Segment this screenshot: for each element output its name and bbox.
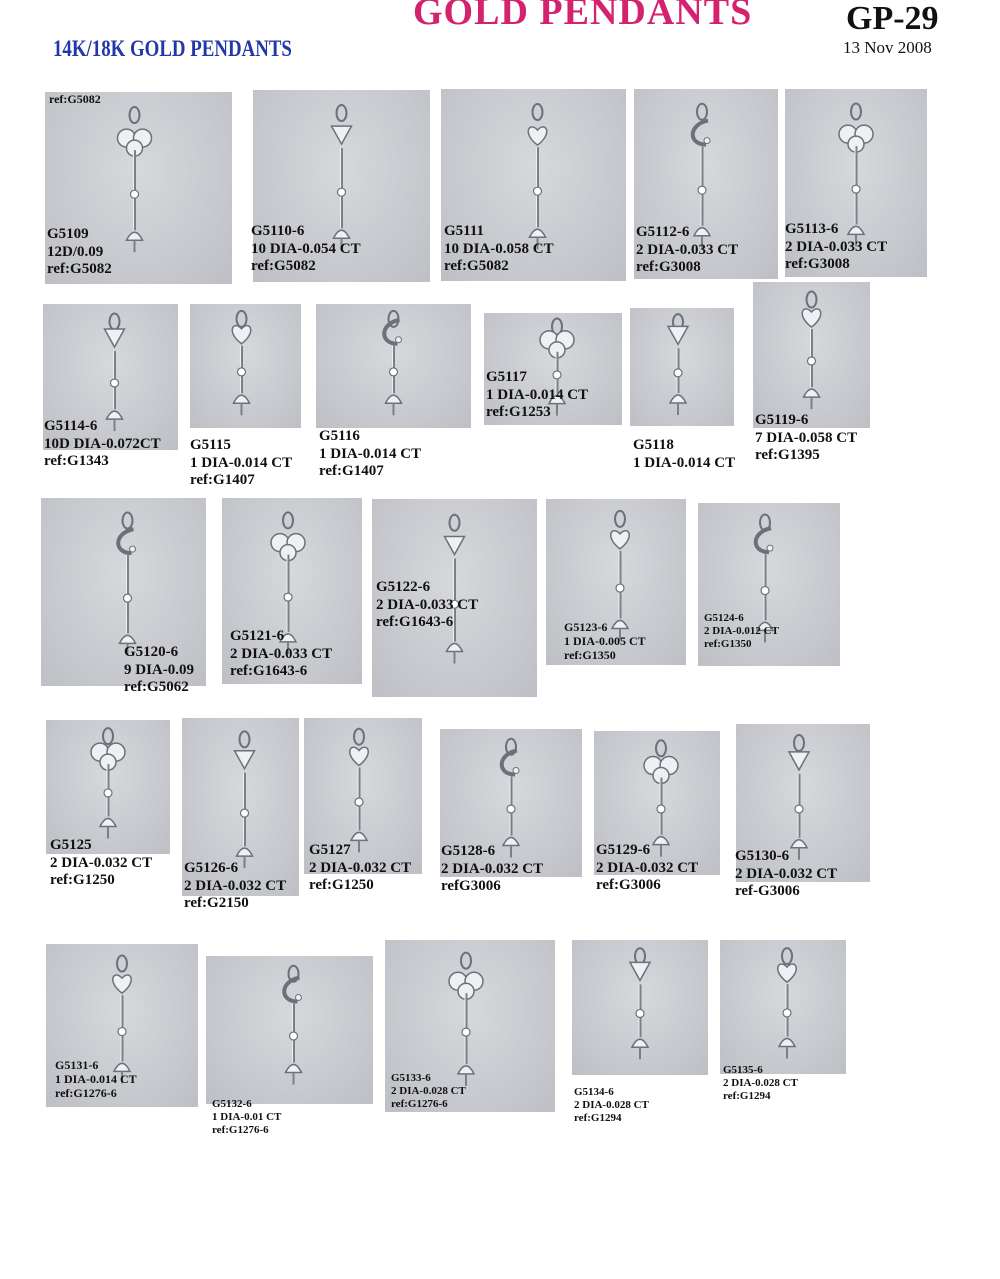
pendant-model: G5134-6 [574,1086,614,1098]
pendant-model: G5128-6 [441,843,496,859]
pendant-drawing [449,953,483,1086]
pendant-ref: ref-G3006 [735,883,800,900]
pendant-spec: 2 DIA-0.028 CT [574,1098,649,1111]
pendant-model: G5119-6 [755,412,809,428]
pendant-ref: ref:G1276-6 [391,1097,448,1110]
pendant-model: G5124-6 [704,612,744,624]
pendant-ref: ref:G3008 [785,256,850,273]
pendant-model: G5111 [444,223,485,239]
pendant-model: G5125 [50,837,92,853]
pendant-model: G5120-6 [124,644,179,660]
catalog-date: 13 Nov 2008 [843,38,932,57]
pendant-spec: 1 DIA-0.014 CT [319,445,422,462]
pendant-ref: ref:G3008 [636,259,701,276]
pendant-model: G5114-6 [44,418,98,434]
pendant-ref: refG3006 [441,878,501,895]
pendant-image [572,940,708,1075]
pendant-drawing [91,728,125,838]
pendant-drawing [644,740,678,856]
pendant-label [596,842,698,895]
pendant-image [720,940,846,1074]
pendant-ref: ref:G1250 [50,872,115,889]
pendant-model: G5116 [319,428,360,444]
pendant-drawing [502,739,519,858]
pendant-label [444,223,554,276]
pendant-spec: 1 DIA-0.014 CT [55,1072,137,1087]
pendant-spec: 12D/0.09 [47,243,104,260]
pendant-photo [720,940,846,1074]
pendant-label [704,612,779,651]
pendant-ref: ref:G1350 [564,648,616,663]
pendant-ref: ref:G1643-6 [376,614,454,631]
catalog-subtitle: 14K/18K GOLD PENDANTS [53,36,292,61]
pendant-ref: ref:G1253 [486,404,551,421]
pendant-drawing [384,311,401,415]
pendant-image [46,720,170,854]
pendant-ref: ref:G2150 [184,895,249,912]
pendant-model: G5131-6 [55,1058,99,1072]
pendant-drawing [350,729,368,853]
pendant-model: G5133-6 [391,1072,431,1084]
pendant-label [47,226,112,279]
pendant-drawing [105,314,125,432]
pendant-ref: ref:G1294 [723,1089,771,1102]
pendant-spec: 1 DIA-0.014 CT [486,386,589,403]
pendant-spec: 2 DIA-0.033 CT [636,241,739,258]
pendant-label [44,418,161,471]
pendant-photo [206,956,373,1104]
pendant-label [486,369,588,422]
pendant-image [630,308,734,426]
pendant-spec: 1 DIA-0.01 CT [212,1110,282,1123]
pendant-drawing [232,311,250,415]
pendant-drawing [668,314,688,415]
pendant-spec: 2 DIA-0.032 CT [441,860,544,877]
pendant-ref: ref:G1643-6 [230,663,308,680]
pendant-photo [46,720,170,854]
pendant-ref: ref:G1407 [190,472,255,489]
pendant-spec: 7 DIA-0.058 CT [755,429,858,446]
pendant-spec: 2 DIA-0.033 CT [376,596,479,613]
pendant-label [50,837,152,890]
pendant-ref: ref:G1343 [44,453,109,470]
pendant-model: G5126-6 [184,860,239,876]
pendant-photo [572,940,708,1075]
pendant-label [319,428,421,481]
pendant-spec: 2 DIA-0.032 CT [735,865,838,882]
pendant-photo [190,304,301,428]
pendant-photo [630,308,734,426]
pendant-label [376,579,478,632]
pendant-model: G5112-6 [636,224,690,240]
page-title: GOLD PENDANTS [413,0,753,33]
pendant-label [441,843,543,896]
pendant-label [755,412,857,465]
pendant-spec: 2 DIA-0.033 CT [785,238,888,255]
pendant-label [184,860,286,913]
pendant-spec: 10 DIA-0.058 CT [444,240,554,257]
pendant-spec: 2 DIA-0.032 CT [309,859,412,876]
pendant-model: G5110-6 [251,223,305,239]
pendant-spec: 2 DIA-0.033 CT [230,645,333,662]
pendant-ref-top: ref:G5082 [49,92,101,106]
pendant-photo [316,304,471,428]
pendant-ref: ref:G1276-6 [212,1123,269,1136]
pendant-model: G5129-6 [596,842,651,858]
pendant-ref: ref:G5082 [47,261,112,278]
pendant-model: G5117 [486,369,527,385]
pendant-model: G5132-6 [212,1098,252,1110]
pendant-drawing [802,292,820,410]
pendant-image [206,956,373,1104]
pendant-ref: ref:G1395 [755,447,820,464]
pendant-spec: 2 DIA-0.028 CT [391,1084,466,1097]
pendant-ref: ref:G3006 [596,877,661,894]
pendant-model: G5121-6 [230,628,285,644]
pendant-label [735,848,837,901]
pendant-spec: 2 DIA-0.032 CT [596,859,699,876]
pendant-label [564,620,646,662]
pendant-spec: 2 DIA-0.012 CT [704,624,779,637]
pendant-image [753,282,870,428]
pendant-spec: 9 DIA-0.09 [124,661,194,678]
pendant-drawing [284,966,301,1085]
pendant-drawing [118,107,152,252]
pendant-image [190,304,301,428]
pendant-spec: 1 DIA-0.014 CT [633,454,736,471]
pendant-drawing [118,513,135,656]
pendant-label [636,224,738,277]
pendant-label [124,644,194,697]
pendant-spec: 2 DIA-0.032 CT [50,854,153,871]
pendant-label [251,223,361,276]
pendant-ref: ref:G5082 [251,258,316,275]
pendant-label [55,1058,137,1100]
catalog-code: GP-29 [846,0,939,37]
pendant-spec: 10 DIA-0.054 CT [251,240,361,257]
pendant-spec: 1 DIA-0.005 CT [564,634,646,649]
pendant-label [391,1072,466,1111]
pendant-ref: ref:G1407 [319,463,384,480]
pendant-model: G5127 [309,842,351,858]
pendant-spec: 10D DIA-0.072CT [44,435,161,452]
pendant-ref: ref:G1350 [704,637,752,650]
pendant-drawing [630,948,650,1059]
pendant-model: G5118 [633,437,674,453]
pendant-drawing [778,948,796,1058]
pendant-label [633,437,735,472]
pendant-label [309,842,411,895]
pendant-model: G5113-6 [785,221,839,237]
pendant-spec: 2 DIA-0.032 CT [184,877,287,894]
pendant-label [723,1064,798,1103]
pendant-drawing [235,731,255,868]
pendant-ref: ref:G1294 [574,1111,622,1124]
pendant-model: G5130-6 [735,848,790,864]
pendant-spec: 1 DIA-0.014 CT [190,454,293,471]
pendant-model: G5115 [190,437,231,453]
pendant-model: G5135-6 [723,1064,763,1076]
pendant-model: G5122-6 [376,579,431,595]
pendant-label [230,628,332,681]
pendant-model: G5109 [47,226,89,242]
pendant-drawing [789,735,809,860]
pendant-model: G5123-6 [564,620,608,634]
pendant-image [316,304,471,428]
pendant-label [190,437,292,490]
pendant-ref: ref:G1250 [309,877,374,894]
pendant-ref: ref:G1276-6 [55,1086,117,1101]
pendant-spec: 2 DIA-0.028 CT [723,1076,798,1089]
pendant-ref: ref:G5062 [124,679,189,696]
pendant-label [785,221,887,274]
pendant-photo [753,282,870,428]
pendant-ref: ref:G5082 [444,258,509,275]
pendant-label [212,1098,281,1137]
pendant-label [574,1086,649,1125]
